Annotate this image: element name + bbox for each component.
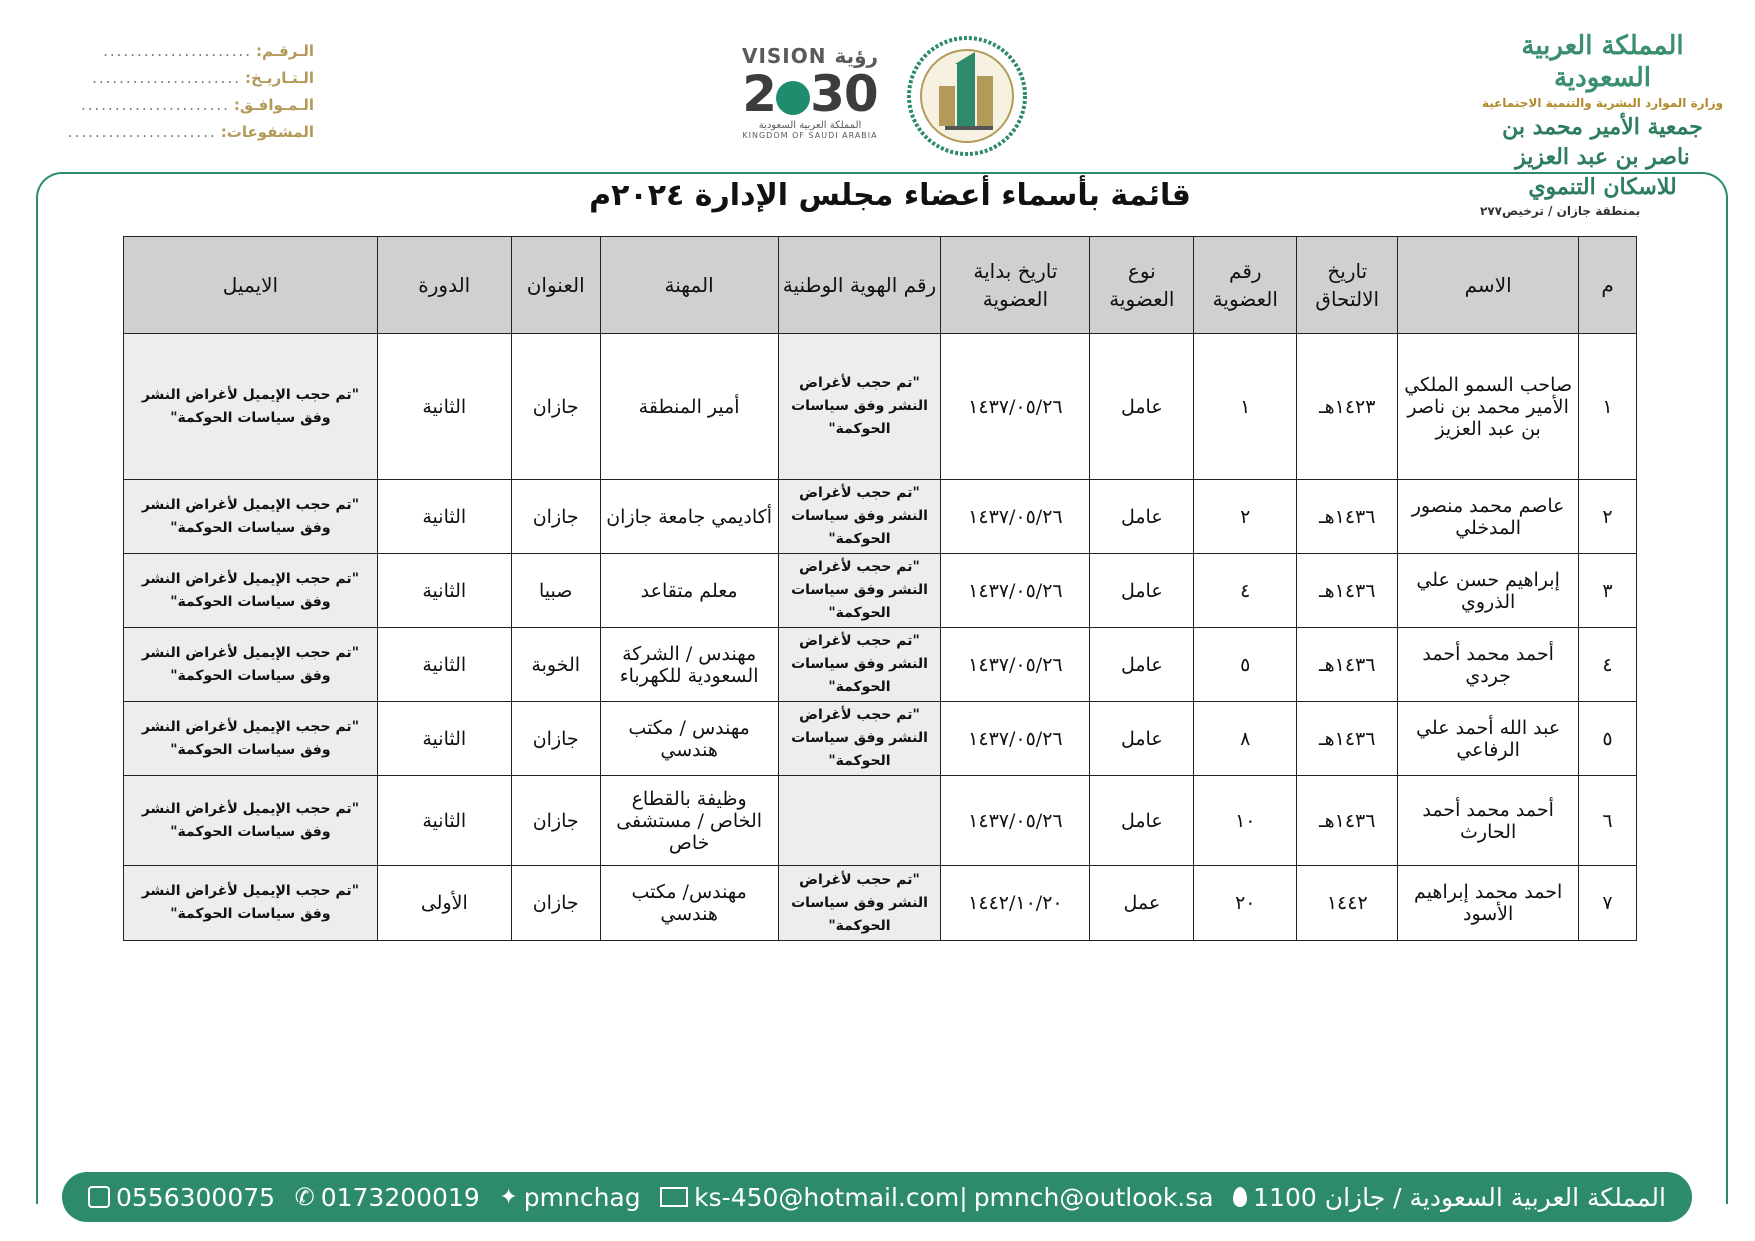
cell-join-date: ١٤٢٣هـ [1297, 334, 1398, 480]
redacted-id-note: "تم حجب لأغراض النشر وفق سياسات الحوكمة" [791, 633, 928, 695]
redacted-id-note: "تم حجب لأغراض النشر وفق سياسات الحوكمة" [791, 707, 928, 769]
cell-member-number: ٢ [1194, 480, 1297, 554]
cell-start-date: ١٤٣٧/٠٥/٢٦ [941, 480, 1090, 554]
cell-member-number: ٢٠ [1194, 866, 1297, 941]
header-start-date: تاريخ بداية العضوية [941, 237, 1090, 334]
cell-index: ٣ [1579, 554, 1637, 628]
cell-term: الأولى [377, 866, 511, 941]
reference-fields [34, 38, 314, 146]
document-title: قائمة بأسماء أعضاء مجلس الإدارة ٢٠٢٤م [589, 178, 1191, 213]
table-row [124, 702, 1637, 776]
header-profession: المهنة [600, 237, 778, 334]
cell-term: الثانية [377, 776, 511, 866]
header-address: العنوان [511, 237, 600, 334]
cell-email [124, 776, 378, 866]
cell-term: الثانية [377, 480, 511, 554]
cell-profession: أكاديمي جامعة جازان [600, 480, 778, 554]
board-members-table [123, 236, 1637, 941]
phone-icon: ✆ [294, 1183, 315, 1211]
redacted-email-note: "تم حجب الإيميل لأغراض النشر وفق سياسات الحوكمة" [141, 883, 359, 922]
cell-index: ٦ [1579, 776, 1637, 866]
cell-national-id [778, 866, 941, 941]
redacted-email-note: "تم حجب الإيميل لأغراض النشر وفق سياسات الحوكمة" [141, 644, 359, 684]
vision-logo-num-left: 2 [742, 65, 777, 123]
cell-profession: أمير المنطقة [600, 334, 778, 480]
ref-number-line [34, 38, 314, 65]
table-row [124, 776, 1637, 866]
association-emblem [905, 34, 1030, 159]
vision-logo-circle [776, 81, 810, 115]
footer-mobile [88, 1183, 275, 1212]
cell-index: ٥ [1579, 702, 1637, 776]
cell-name: عبد الله أحمد علي الرفاعي [1398, 702, 1579, 776]
vision-2030-logo [730, 44, 890, 149]
cell-national-id [778, 554, 941, 628]
footer-twitter [499, 1183, 640, 1212]
header-index: م [1579, 237, 1637, 334]
header-join-date: تاريخ الالتحاق [1297, 237, 1398, 334]
ref-date-line [34, 65, 314, 92]
cell-member-type: عامل [1090, 480, 1194, 554]
cell-join-date: ١٤٣٦هـ [1297, 480, 1398, 554]
cell-national-id [778, 702, 941, 776]
envelope-icon [660, 1187, 688, 1207]
footer-address-text: المملكة العربية السعودية / جازان 1100 [1253, 1182, 1666, 1212]
table-row [124, 628, 1637, 702]
cell-start-date: ١٤٣٧/٠٥/٢٦ [941, 628, 1090, 702]
cell-member-number: ١٠ [1194, 776, 1297, 866]
redacted-email-note: "تم حجب الإيميل لأغراض النشر وفق سياسات الحوكمة" [141, 386, 359, 426]
cell-name: عاصم محمد منصور المدخلي [1398, 480, 1579, 554]
cell-join-date: ١٤٣٦هـ [1297, 702, 1398, 776]
header-term: الدورة [377, 237, 511, 334]
cell-member-number: ٥ [1194, 628, 1297, 702]
cell-email [124, 334, 378, 480]
cell-name: احمد محمد إبراهيم الأسود [1398, 866, 1579, 941]
org-country: المملكة العربية السعودية [1521, 31, 1684, 93]
table-row [124, 866, 1637, 941]
cell-index: ٢ [1579, 480, 1637, 554]
ref-corresponding-dots: ...................... [80, 96, 230, 114]
cell-member-type: عامل [1090, 554, 1194, 628]
cell-member-type: عمل [1090, 866, 1194, 941]
cell-index: ٧ [1579, 866, 1637, 941]
cell-address: جازان [511, 480, 600, 554]
vision-logo-subtitle: المملكة العربية السعودية [758, 120, 862, 131]
cell-profession: مهندس/ مكتب هندسي [600, 866, 778, 941]
location-pin-icon [1233, 1187, 1247, 1207]
header-name: الاسم [1398, 237, 1579, 334]
cell-national-id [778, 480, 941, 554]
table-row [124, 480, 1637, 554]
cell-member-number: ١ [1194, 334, 1297, 480]
table-header-row [124, 237, 1637, 334]
redacted-id-note: "تم حجب لأغراض النشر وفق سياسات الحوكمة" [791, 485, 928, 547]
cell-address: الخوبة [511, 628, 600, 702]
cell-email [124, 628, 378, 702]
header-email: الايميل [124, 237, 378, 334]
cell-member-type: عامل [1090, 776, 1194, 866]
cell-member-type: عامل [1090, 702, 1194, 776]
cell-name: صاحب السمو الملكي الأمير محمد بن ناصر بن عبد العزيز [1398, 334, 1579, 480]
contact-footer [62, 1172, 1692, 1222]
cell-name: أحمد محمد أحمد الحارث [1398, 776, 1579, 866]
cell-email [124, 480, 378, 554]
footer-email [660, 1183, 1213, 1212]
table-row [124, 554, 1637, 628]
ref-date-label: الـتـاريـخ: [245, 69, 314, 87]
cell-national-id [778, 628, 941, 702]
ref-corresponding-label: الـمـوافـق: [233, 96, 314, 114]
cell-member-type: عامل [1090, 334, 1194, 480]
redacted-email-note: "تم حجب الإيميل لأغراض النشر وفق سياسات الحوكمة" [141, 800, 359, 840]
ref-date-dots: ...................... [92, 69, 241, 87]
ref-attachments-dots: ...................... [67, 123, 217, 141]
vision-logo-top: VISION رؤية [741, 44, 879, 68]
redacted-email-note: "تم حجب الإيميل لأغراض النشر وفق سياسات الحوكمة" [141, 570, 359, 610]
cell-join-date: ١٤٤٢ [1297, 866, 1398, 941]
header-national-id: رقم الهوية الوطنية [778, 237, 941, 334]
cell-start-date: ١٤٤٢/١٠/٢٠ [941, 866, 1090, 941]
cell-address: جازان [511, 334, 600, 480]
cell-email [124, 866, 378, 941]
cell-address: جازان [511, 702, 600, 776]
cell-name: أحمد محمد أحمد جردي [1398, 628, 1579, 702]
twitter-icon: ✦ [499, 1184, 518, 1210]
footer-twitter-handle: pmnchag [523, 1182, 641, 1212]
cell-start-date: ١٤٣٧/٠٥/٢٦ [941, 554, 1090, 628]
redacted-id-note: "تم حجب لأغراض النشر وفق سياسات الحوكمة" [791, 871, 928, 934]
header-member-type: نوع العضوية [1090, 237, 1194, 334]
cell-member-type: عامل [1090, 628, 1194, 702]
mobile-icon [88, 1186, 110, 1208]
cell-national-id [778, 776, 941, 866]
cell-name: إبراهيم حسن علي الذروي [1398, 554, 1579, 628]
redacted-id-note: "تم حجب لأغراض النشر وفق سياسات الحوكمة" [791, 375, 928, 437]
cell-profession: وظيفة بالقطاع الخاص / مستشفى خاص [600, 776, 778, 866]
cell-address: صبيا [511, 554, 600, 628]
cell-email [124, 702, 378, 776]
cell-term: الثانية [377, 702, 511, 776]
cell-member-number: ٨ [1194, 702, 1297, 776]
cell-national-id [778, 334, 941, 480]
cell-term: الثانية [377, 628, 511, 702]
footer-phone-number: 0173200019 [320, 1182, 480, 1212]
cell-profession: مهندس / مكتب هندسي [600, 702, 778, 776]
ref-number-label: الـرقـم: [256, 42, 314, 60]
cell-term: الثانية [377, 334, 511, 480]
footer-mobile-number: 0556300075 [116, 1182, 276, 1212]
redacted-email-note: "تم حجب الإيميل لأغراض النشر وفق سياسات الحوكمة" [141, 718, 359, 758]
cell-index: ٤ [1579, 628, 1637, 702]
ref-corresponding-line [34, 92, 314, 119]
cell-start-date: ١٤٣٧/٠٥/٢٦ [941, 702, 1090, 776]
cell-address: جازان [511, 776, 600, 866]
cell-join-date: ١٤٣٦هـ [1297, 776, 1398, 866]
footer-address [1233, 1183, 1666, 1212]
ref-attachments-line [34, 119, 314, 146]
ref-number-dots: ...................... [103, 42, 253, 60]
redacted-id-note: "تم حجب لأغراض النشر وفق سياسات الحوكمة" [791, 559, 928, 621]
cell-address: جازان [511, 866, 600, 941]
redacted-email-note: "تم حجب الإيميل لأغراض النشر وفق سياسات الحوكمة" [141, 496, 359, 536]
cell-index: ١ [1579, 334, 1637, 480]
cell-profession: مهندس / الشركة السعودية للكهرباء [600, 628, 778, 702]
org-association-name: جمعية الأمير محمد بن ناصر بن عبد العزيز للاسكان التنموي [1502, 114, 1703, 200]
footer-phone [295, 1183, 480, 1212]
cell-email [124, 554, 378, 628]
vision-logo-number [730, 65, 890, 123]
footer-email-address: ks-450@hotmail.com| [694, 1182, 968, 1212]
cell-profession: معلم متقاعد [600, 554, 778, 628]
cell-start-date: ١٤٣٧/٠٥/٢٦ [941, 334, 1090, 480]
org-license: بمنطقة جازان / ترخيص٢٧٧ [1480, 204, 1641, 218]
cell-join-date: ١٤٣٦هـ [1297, 554, 1398, 628]
cell-start-date: ١٤٣٧/٠٥/٢٦ [941, 776, 1090, 866]
cell-join-date: ١٤٣٦هـ [1297, 628, 1398, 702]
vision-logo-num-right: 30 [810, 65, 878, 123]
vision-logo-english: KINGDOM OF SAUDI ARABIA [742, 131, 878, 140]
cell-member-number: ٤ [1194, 554, 1297, 628]
table-row [124, 334, 1637, 480]
org-ministry: وزارة الموارد البشرية والتنمية الاجتماعية [1481, 96, 1724, 110]
header-member-number: رقم العضوية [1194, 237, 1297, 334]
footer-email-address-2: pmnch@outlook.sa [973, 1182, 1214, 1212]
cell-term: الثانية [377, 554, 511, 628]
ref-attachments-label: المشفوعات: [220, 123, 314, 141]
